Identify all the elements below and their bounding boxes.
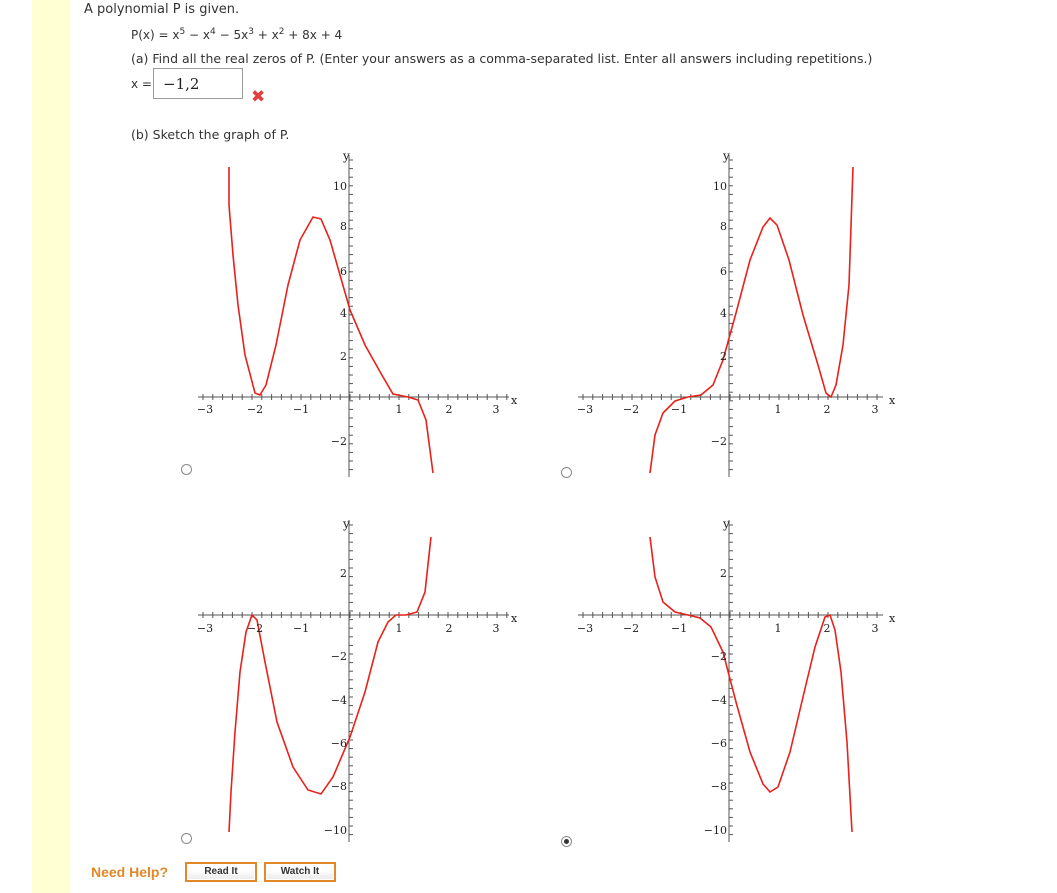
y-tick-label: 6 [720, 265, 727, 278]
x-tick-label: −2 [622, 622, 640, 635]
graph-option-4 [573, 512, 903, 842]
graph-option-3-radio[interactable] [181, 833, 192, 844]
y-tick-label: 10 [713, 180, 727, 193]
x-axis-label: x [889, 394, 896, 407]
y-tick-label: 4 [340, 307, 347, 320]
x-tick-label: 2 [823, 622, 831, 635]
x-tick-label: 2 [445, 403, 453, 416]
x-tick-label: −2 [246, 403, 264, 416]
x-tick-label: 3 [492, 403, 500, 416]
x-tick-label: −3 [576, 403, 594, 416]
y-tick-label: 8 [720, 220, 727, 233]
y-tick-label: −6 [330, 737, 347, 750]
part-b-prompt: (b) Sketch the graph of P. [131, 127, 290, 142]
y-tick-label: −4 [710, 694, 727, 707]
need-help-label: Need Help? [91, 864, 169, 880]
graph-option-1 [193, 145, 523, 485]
x-tick-label: −1 [292, 403, 310, 416]
x-tick-label: 1 [395, 622, 403, 635]
y-tick-label: −10 [323, 824, 347, 837]
read-it-button[interactable]: Read It [185, 862, 257, 882]
graph-option-2-radio[interactable] [561, 467, 572, 478]
y-axis-label: y [723, 149, 730, 163]
y-tick-label: 2 [340, 567, 347, 580]
graph-option-1-radio[interactable] [181, 464, 192, 475]
x-tick-label: 1 [774, 622, 782, 635]
answer-label: x = [131, 77, 152, 91]
y-tick-label: 10 [333, 180, 347, 193]
incorrect-x-icon: ✖ [251, 87, 266, 107]
y-tick-label: 4 [720, 307, 727, 320]
x-tick-label: −3 [576, 622, 594, 635]
x-axis-label: x [511, 394, 518, 407]
y-tick-label: 6 [340, 265, 347, 278]
x-tick-label: 2 [445, 622, 453, 635]
part-a-prompt: (a) Find all the real zeros of P. (Enter your answers as a comma-separated list. Enter all answers including repetitions.) [131, 51, 873, 66]
answer-input[interactable]: −1,2 [153, 68, 243, 99]
y-tick-label: 2 [340, 350, 347, 363]
x-tick-label: 2 [823, 403, 831, 416]
y-axis-label: y [723, 517, 730, 531]
x-tick-label: −1 [670, 403, 688, 416]
y-tick-label: −2 [330, 435, 347, 448]
x-tick-label: −1 [670, 622, 688, 635]
x-axis-label: x [889, 612, 896, 625]
y-tick-label: 2 [720, 350, 727, 363]
y-axis-label: y [343, 517, 350, 531]
question-intro: A polynomial P is given. [84, 2, 240, 17]
x-tick-label: 1 [395, 403, 403, 416]
x-tick-label: −2 [622, 403, 640, 416]
x-tick-label: −1 [292, 622, 310, 635]
y-tick-label: −6 [710, 737, 727, 750]
graph-option-2 [573, 145, 903, 485]
x-tick-label: 1 [774, 403, 782, 416]
x-tick-label: −3 [196, 403, 214, 416]
y-tick-label: −10 [703, 824, 727, 837]
curve-option-1 [229, 167, 433, 473]
watch-it-button[interactable]: Watch It [264, 862, 336, 882]
y-tick-label: 2 [720, 567, 727, 580]
left-highlight-strip [32, 0, 70, 893]
y-tick-label: −8 [710, 780, 727, 793]
x-tick-label: −2 [246, 622, 264, 635]
y-tick-label: −2 [710, 435, 727, 448]
curve-option-2 [650, 167, 853, 473]
graph-option-3 [193, 512, 523, 842]
y-axis-label: y [343, 149, 350, 163]
x-axis-label: x [511, 612, 518, 625]
y-tick-label: −4 [330, 694, 347, 707]
graph-option-4-radio[interactable] [561, 836, 572, 847]
x-tick-label: 3 [871, 403, 879, 416]
y-tick-label: −2 [710, 650, 727, 663]
y-tick-label: 8 [340, 220, 347, 233]
polynomial-expression: $P(x) = x^5 - x^4 - 5x^3 + x^2 + 8x + 4$ [131, 27, 343, 42]
y-tick-label: −2 [330, 650, 347, 663]
x-tick-label: −3 [196, 622, 214, 635]
curve-option-4 [650, 537, 852, 832]
x-tick-label: 3 [492, 622, 500, 635]
x-tick-label: 3 [871, 622, 879, 635]
y-tick-label: −8 [330, 780, 347, 793]
